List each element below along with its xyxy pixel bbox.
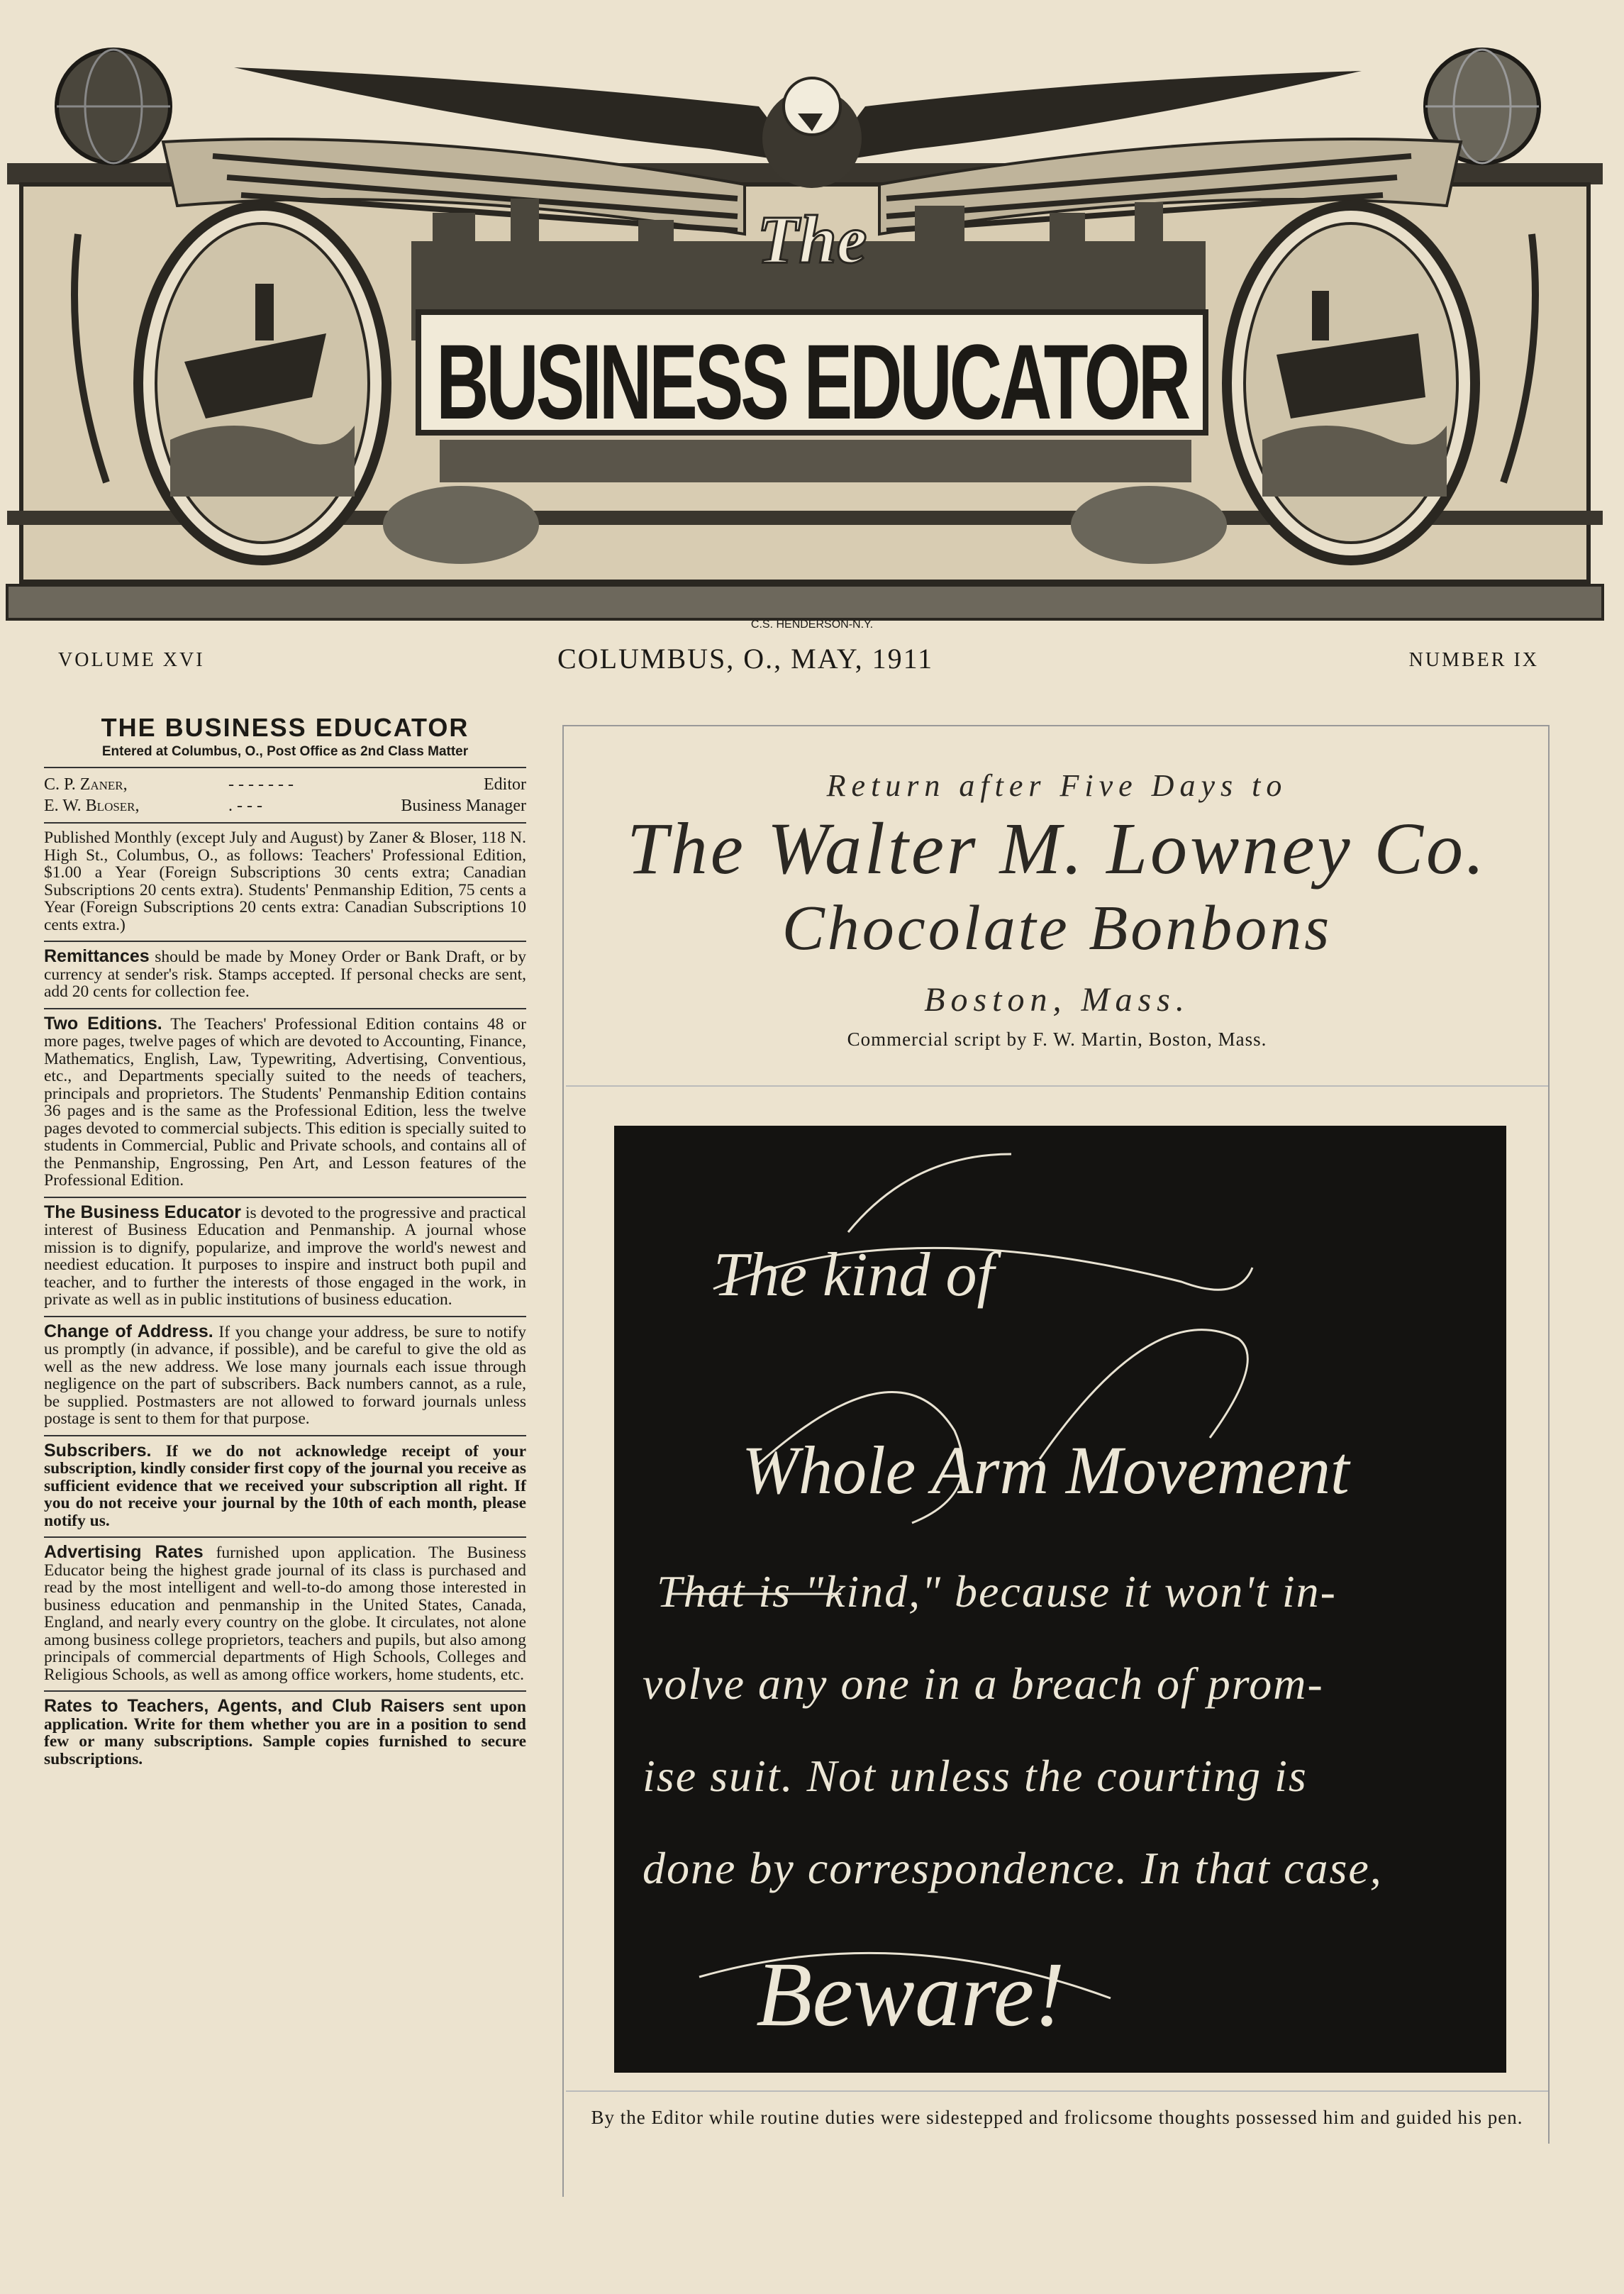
section-body: is devoted to the progressive and practical interest of Business Education and Penmanship. A journal whose mission is to dignify, popularize, and improve the world's newest and neediest education. It purposes to inspire and instruct both pupil and teacher, and to further the interests of those engaged in the work, in private as well as in public institutions of business education.: [44, 1203, 526, 1309]
divider: [566, 1085, 1548, 1087]
ornamental-penmanship-panel: [614, 1126, 1506, 2073]
address-section: [44, 1323, 526, 1428]
script-company-line: The Walter M. Lowney Co.: [626, 808, 1488, 890]
divider: [44, 1690, 526, 1692]
divider: [44, 941, 526, 942]
divider: [44, 822, 526, 824]
panel-line-1: The kind of: [713, 1241, 994, 1309]
rates-section: [44, 1697, 526, 1768]
section-body: If we do not acknowledge receipt of your subscription, kindly consider first copy of the journal you receive as sufficient evidence that we received your subscription all right. If you do not receive your journal by the 10th of each month, please notify us.: [44, 1441, 527, 1530]
panel-caption: By the Editor while routine duties were sidestepped and frolicsome thoughts possessed him and guided his pen.: [591, 2107, 1523, 2128]
remittances-section: [44, 948, 526, 1001]
specimen-caption: Commercial script by F. W. Martin, Boston, Mass.: [847, 1029, 1267, 1050]
script-return-line: Return after Five Days to: [826, 768, 1288, 803]
staff-row-editor: [44, 774, 526, 795]
script-city-line: Boston, Mass.: [924, 981, 1190, 1019]
section-heading: Remittances: [44, 946, 150, 966]
section-heading: Change of Address.: [44, 1321, 213, 1341]
reader-left: [383, 486, 539, 564]
panel-line-6: done by correspondence. In that case,: [643, 1843, 1383, 1893]
ship-medallion-right: [1227, 206, 1475, 560]
reader-right: [1071, 486, 1227, 564]
staff-role: Business Manager: [401, 797, 526, 815]
section-heading: Subscribers.: [44, 1440, 152, 1461]
section-heading: Rates to Teachers, Agents, and Club Raisers: [44, 1696, 445, 1716]
section-heading: Two Editions.: [44, 1013, 162, 1034]
subscribers-section: [44, 1442, 526, 1530]
staff-role: Editor: [484, 775, 526, 794]
divider: [44, 1197, 526, 1198]
script-product-line: Chocolate Bonbons: [782, 893, 1333, 963]
divider: [44, 1316, 526, 1317]
masthead: [0, 0, 1624, 631]
masthead-info-column: [44, 713, 526, 1775]
frame-base: [7, 585, 1603, 619]
issue-number: NUMBER IX: [1408, 649, 1539, 671]
panel-line-2: Whole Arm Movement: [742, 1432, 1350, 1508]
staff-leader: - - - - - - -: [228, 775, 294, 794]
train-band: [440, 440, 1191, 482]
divider: [44, 767, 526, 768]
masthead-title: BUSINESS EDUCATOR: [436, 322, 1190, 441]
divider: [566, 2090, 1548, 2092]
engraver-credit: C.S. HENDERSON-N.Y.: [750, 619, 874, 631]
section-body: should be made by Money Order or Bank Draft, or by currency at sender's risk. Stamps accepted. If personal checks are sent, add 20 cents for collection fee.: [44, 948, 526, 1001]
dateline: COLUMBUS, O., MAY, 1911: [557, 643, 934, 675]
panel-line-7: Beware!: [756, 1944, 1065, 2046]
section-heading: The Business Educator: [44, 1202, 242, 1222]
section-body: sent upon application. Write for them whether you are in a position to send few or many subscriptions. Sample copies furnished to secure subscriptions.: [44, 1697, 526, 1768]
volume-label: VOLUME XVI: [58, 649, 205, 671]
section-body: If you change your address, be sure to notify us promptly (in advance, if possible), and be careful to give the old as well as the new address. We lose many journals each issue through negligence on the part of subscribers. Back numbers cannot, as a rule, be supplied. Postmasters are not allowed to forward journals unless postage is sent to them for that purpose.: [44, 1322, 527, 1428]
divider: [44, 1435, 526, 1436]
staff-row-manager: [44, 795, 526, 816]
masthead-illustration: [0, 0, 1624, 631]
published-notice: Published Monthly (except July and August) by Zaner & Bloser, 118 N. High St., Columbus, O., as follows: Teachers' Professional Edition, $1.00 a Year (Foreign Subscriptions 30 cents extra; Canadian Subscriptions 20 cents extra). Students' Penmanship Edition, 75 cents a Year (Foreign Subscriptions 20 cents extra: Canadian Subscriptions 10 cents extra.): [44, 829, 526, 934]
divider: [44, 1008, 526, 1009]
panel-line-5: ise suit. Not unless the courting is: [643, 1751, 1308, 1801]
ship-medallion-left: [138, 206, 386, 560]
panel-line-3: That is "kind," because it won't in-: [657, 1566, 1337, 1617]
section-body: furnished upon application. The Business Educator being the highest grade journal of its class is purchased and read by the most intelligent and well-to-do among those interested in business education and penmanship in the United States, Canada, England, and nearly every country on the globe. It circulates, not alone among business college proprietors, teachers and pupils, but also among principals of commercial departments of High Schools, Colleges and Religious Schools, as well as among office workers, home students, etc.: [44, 1544, 527, 1684]
section-body: The Teachers' Professional Edition contains 48 or more pages, twelve pages of which are devoted to Accounting, Finance, Mathematics, English, Law, Typewriting, Advertising, Conventious, etc., and Departments specially suited to the needs of teachers, principals and proprietors. The Students' Penmanship Edition contains 36 pages and is the same as the Professional Edition, less the twelve pages devoted to commercial subjects. This edition is specially suited to students in Commercial, Public and Private schools, and contains all of the Penmanship, Engrossing, Pen Art, and Lesson features of the Professional Edition.: [44, 1014, 526, 1190]
staff-name: E. W. Bloser,: [44, 797, 140, 815]
masthead-the: The: [757, 201, 867, 277]
mission-section: [44, 1204, 526, 1309]
staff-leader: . - - -: [228, 797, 262, 815]
journal-title: THE BUSINESS EDUCATOR: [101, 713, 469, 742]
entered-notice: Entered at Columbus, O., Post Office as 2nd Class Matter: [101, 744, 469, 759]
editions-section: [44, 1015, 526, 1190]
frame-rule-right: [1548, 725, 1550, 2144]
advertising-section: [44, 1544, 526, 1683]
penmanship-column: [566, 725, 1548, 2197]
commercial-script-specimen: [566, 725, 1548, 1094]
panel-line-4: volve any one in a breach of prom-: [643, 1658, 1324, 1709]
divider: [44, 1536, 526, 1538]
frame-rule-left: [562, 725, 564, 2197]
staff-name: C. P. Zaner,: [44, 775, 128, 794]
section-heading: Advertising Rates: [44, 1542, 204, 1562]
